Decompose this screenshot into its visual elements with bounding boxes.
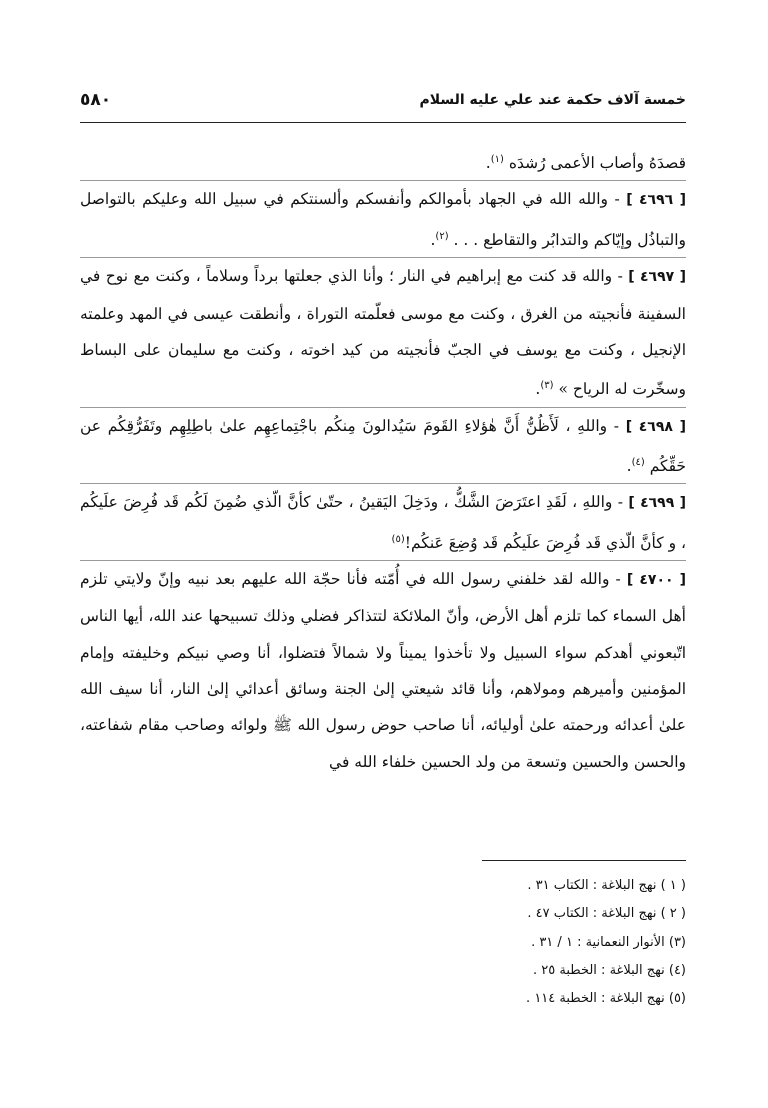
- footnote-4: (٤) نهج البلاغة : الخطبة ٢٥ .: [533, 962, 686, 978]
- footnote-ref: (٤): [631, 456, 645, 468]
- paragraph-4698: [ ٤٦٩٨ ] - واللهِ ، لَأَظُنُّ أَنَّ هٰؤلاءِ القَومَ سَيُدالونَ مِنكُم باجْتِماعِهِم علىٰ باطِلِهِم وتَفَرُّقِكُم عن حَقِّكُم $^{(٤)}$.: [80, 407, 686, 485]
- paragraph-4696: [ ٤٦٩٦ ] - والله الله في الجهاد بأموالكم وأنفسكم وألسنتكم في سبيل الله وعليكم بالتواصل والتباذُل وإيّاكم والتدابُر والتقاطع . . . $^{(٢)}$.: [80, 180, 686, 258]
- saying-number: [ ٤٧٠٠ ]: [626, 572, 686, 589]
- saying-number: [ ٤٦٩٨ ]: [625, 418, 686, 435]
- header-rule: [80, 122, 686, 123]
- footnote-2: ( ٢ ) نهج البلاغة : الكتاب ٤٧ .: [527, 906, 686, 922]
- running-header: [80, 88, 686, 118]
- footnote-ref: (٣): [540, 380, 554, 392]
- footnote-ref: (١): [490, 154, 504, 165]
- saying-number: [ ٤٦٩٧ ]: [628, 269, 686, 286]
- paragraph-4699: [ ٤٦٩٩ ] - واللهِ ، لَقَدِ اعتَرَضَ الشَّكُّ ، ودَخِلَ اليَقينُ ، حتّىٰ كأنَّ الّذي ضُمِنَ لَكُم قَد فُرِضَ علَيكُم ، و كأنَّ الّذي قَد فُرِضَ علَيكُم قَد وُضِعَ عَنكُم!$^{(٥)}$: [80, 483, 686, 561]
- header-title: خمسة آلاف حكمة عند علي عليه السلام: [419, 92, 686, 108]
- paragraph-4700: [ ٤٧٠٠ ] - والله لقد خلفني رسول الله في أُمّته فأنا حجّة الله عليهم بعد نبيه وإنّ ولايتي تلزم أهل السماء كما تلزم أهل الأرض، وأنّ الملائكة لتتذاكر فضلي وذلك تسبيحها عند الله، أيها الناس اتّبعوني أهدكم سواء السبيل ولا تأخذوا يميناً ولا شمالاً فتضلوا، أنا وصي نبيكم وخليفته وإمام المؤمنين وأميرهم ومولاهم، وأنا قائد شيعتي إلىٰ الجنة وسائق أعدائي إلىٰ النار، أنا سيف الله علىٰ أعدائه ورحمته علىٰ أوليائه، أنا صاحب حوض رسول الله ﷺ ولوائه وصاحب مقام شفاعته، والحسن والحسين وتسعة من ولد الحسين خلفاء الله في: [80, 560, 686, 780]
- footnote-1: ( ١ ) نهج البلاغة : الكتاب ٣١ .: [527, 878, 686, 893]
- saying-number: [ ٤٦٩٩ ]: [628, 495, 686, 512]
- footnote-3: (٣) الأنوار النعمانية : ١ / ٣١ .: [531, 934, 686, 950]
- footnote-rule: [482, 860, 686, 861]
- footnote-ref: (٥): [391, 533, 405, 545]
- footnotes: [386, 872, 686, 1013]
- paragraph-4697: [ ٤٦٩٧ ] - والله قد كنت مع إبراهيم في النار ؛ وأنا الذي جعلتها برداً وسلاماً ، وكنت مع نوح في السفينة فأنجيته من الغرق ، وكنت مع موسى فعلّمته التوراة ، وأنطقت عيسى في المهد وعلمته الإنجيل ، وكنت مع يوسف في الجبّ فأنجيته من كيد اخوته ، وكنت مع سليمان على البساط وسخّرت له الرياح » $^{(٣)}$.: [80, 257, 686, 407]
- page-number: ٥٨٠: [80, 90, 112, 110]
- footnote-5: (٥) نهج البلاغة : الخطبة ١١٤ .: [526, 991, 686, 1007]
- main-text: [80, 142, 686, 780]
- saying-number: [ ٤٦٩٦ ]: [626, 192, 686, 209]
- footnote-ref: (٢): [435, 230, 449, 242]
- paragraph-continuation: قصدَهُ وأصاب الأعمى رُشدَه $^{(١)}$.: [485, 154, 686, 173]
